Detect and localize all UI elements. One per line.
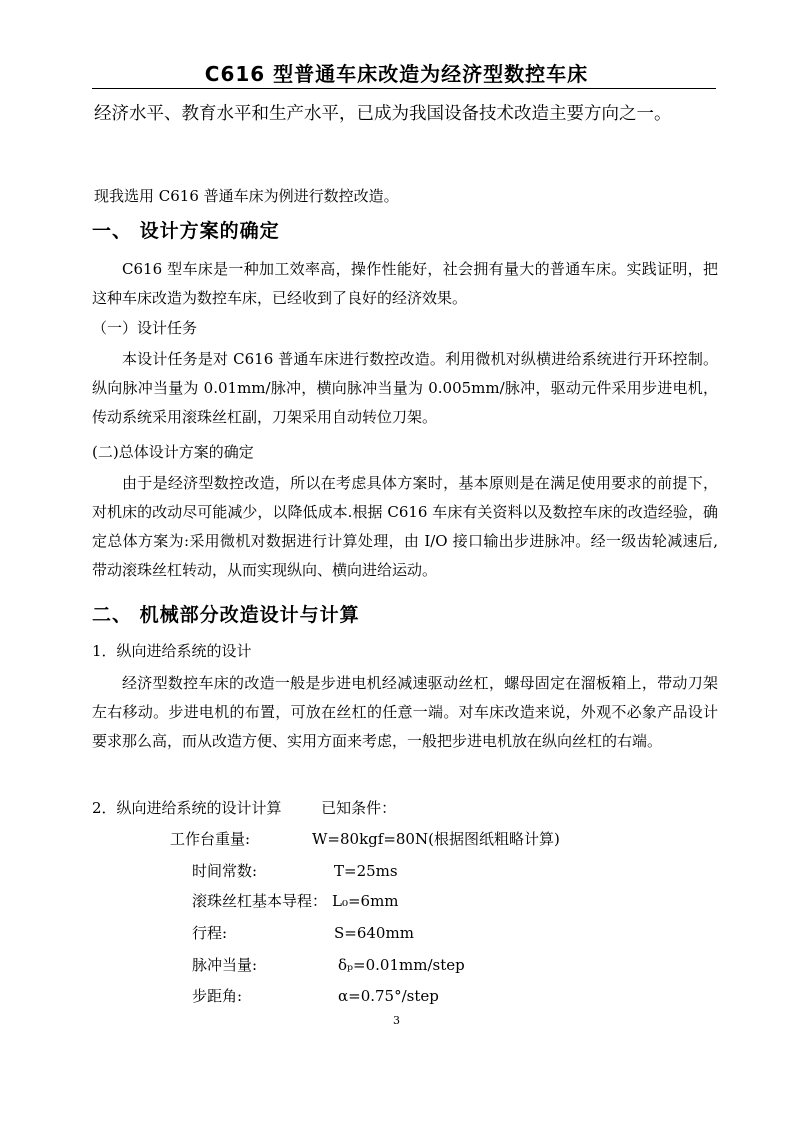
subsection-1-title: （一）设计任务	[92, 319, 198, 337]
item-1-title: 1．纵向进给系统的设计	[92, 642, 252, 660]
running-header-title: C616 型普通车床改造为经济型数控车床	[204, 62, 589, 86]
item-2-title: 2．纵向进给系统的设计计算	[92, 799, 282, 817]
item-2-title-line	[92, 794, 396, 823]
given-label: 脉冲当量:	[192, 956, 258, 974]
subsection-2-body: 由于是经济型数控改造，所以在考虑具体方案时，基本原则是在满足使用要求的前提下，对机床的改动尽可能减少，以降低成本.根据 C616 车床有关资料以及数控车床的改造经验，确定总体方案为:采用微机对数据进行计算处理，由 I/O 接口输出步进脉冲。经一级齿轮减速后,带动滚珠丝杠转动，从而实现纵向、横向进给运动。	[92, 474, 718, 579]
given-label: 工作台重量:	[170, 830, 251, 848]
section-1-paragraph: C616 型车床是一种加工效率高，操作性能好，社会拥有量大的普通车床。实践证明，把这种车床改造为数控车床，已经收到了良好的经济效果。	[92, 260, 718, 307]
given-value: S=640mm	[334, 924, 414, 942]
given-value: L₀=6mm	[332, 892, 399, 910]
given-value: α=0.75°/step	[338, 987, 439, 1005]
page-number: 3	[393, 1014, 400, 1027]
intro-line: 经济水平、教育水平和生产水平，已成为我国设备技术改造主要方向之一。	[94, 104, 672, 124]
given-label: 步距角:	[192, 987, 243, 1005]
header-rule	[92, 88, 716, 89]
given-value: T=25ms	[334, 862, 398, 880]
given-row	[192, 887, 399, 916]
section-2-heading: 二、 机械部分改造设计与计算	[92, 604, 360, 626]
item-1-body: 经济型数控车床的改造一般是步进电机经减速驱动丝杠，螺母固定在溜板箱上，带动刀架左右移动。步进电机的布置，可放在丝杠的任意一端。对车床改造来说，外观不必象产品设计要求那么高，而从改造方便、实用方面来考虑，一般把步进电机放在纵向丝杠的右端。	[92, 674, 718, 750]
given-row	[192, 951, 465, 980]
subsection-2-title: (二)总体设计方案的确定	[92, 443, 254, 461]
section-1-heading: 一、 设计方案的确定	[92, 220, 280, 242]
known-conditions-label: 已知条件：	[321, 799, 397, 817]
given-row	[192, 982, 439, 1011]
given-value: δₚ=0.01mm/step	[338, 956, 465, 974]
given-row	[192, 919, 414, 948]
intro-choice-line: 现我选用 C616 普通车床为例进行数控改造。	[94, 187, 399, 205]
given-row	[170, 825, 560, 854]
given-label: 时间常数:	[192, 862, 258, 880]
given-row	[192, 857, 398, 886]
given-label: 滚珠丝杠基本导程：	[192, 892, 328, 910]
given-label: 行程:	[192, 924, 228, 942]
given-value: W=80kgf=80N(根据图纸粗略计算)	[312, 830, 560, 848]
subsection-1-body: 本设计任务是对 C616 普通车床进行数控改造。利用微机对纵横进给系统进行开环控制。纵向脉冲当量为 0.01mm/脉冲，横向脉冲当量为 0.005mm/脉冲，驱动元件采用步进电机，传动系统采用滚珠丝杠副，刀架采用自动转位刀架。	[92, 350, 718, 426]
